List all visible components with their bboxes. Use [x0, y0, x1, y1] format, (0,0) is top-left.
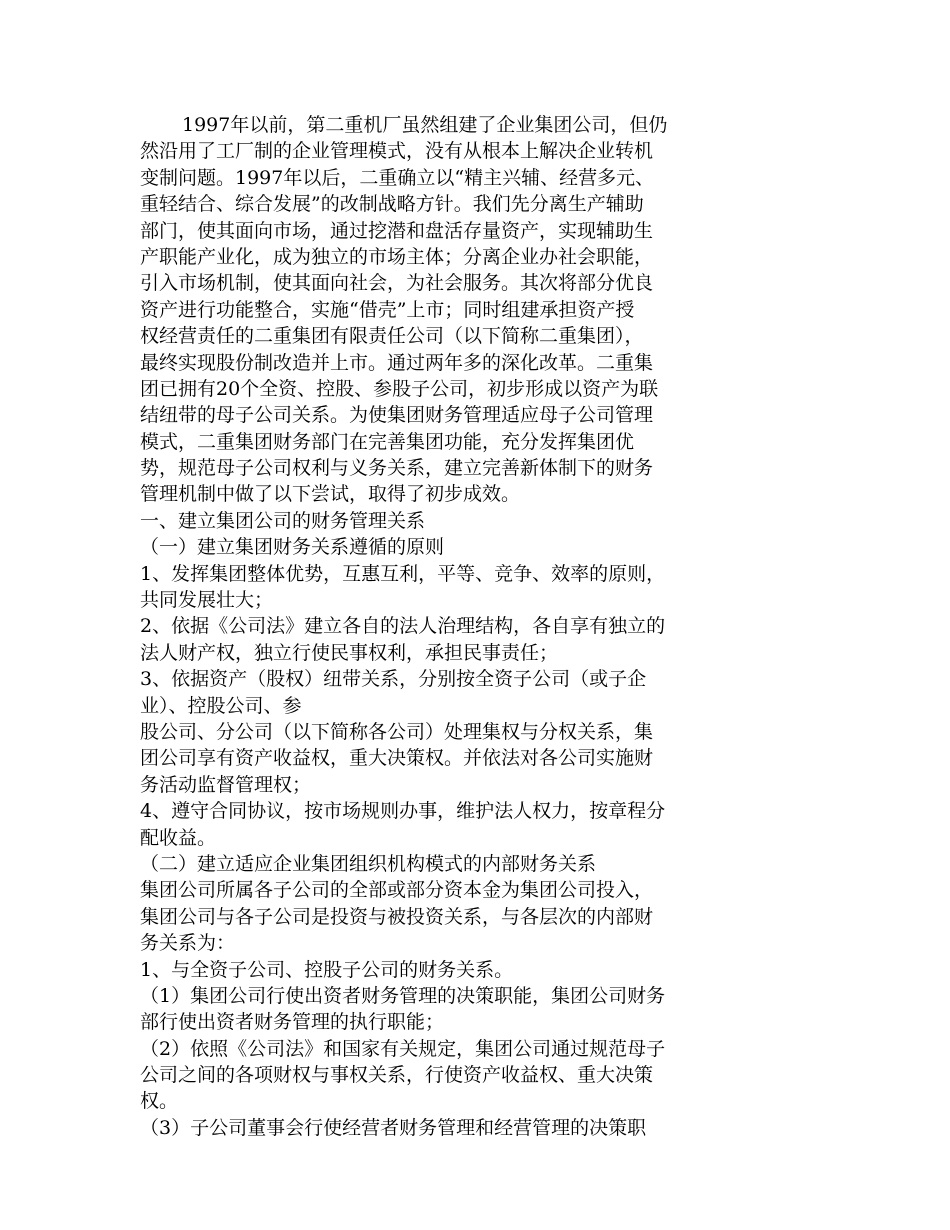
- paragraph-line: 权经营责任的二重集团有限责任公司（以下简称二重集团），: [140, 325, 644, 348]
- paragraph-line: 模式，二重集团财务部门在完善集团功能，充分发挥集团优: [140, 430, 635, 453]
- list-item-line: 1、与全资子公司、控股子公司的财务关系。: [140, 958, 514, 981]
- subsection-heading: （一）建立集团财务关系遵循的原则: [140, 536, 445, 559]
- paragraph-line: 1997年以前，第二重机厂虽然组建了企业集团公司，但仍: [182, 114, 668, 136]
- list-item-line: 共同发展壮大；: [140, 589, 274, 612]
- list-item-line: 务活动监督管理权；: [140, 773, 312, 796]
- paragraph-line: 务关系为：: [140, 932, 236, 955]
- paragraph-line: 产职能产业化，成为独立的市场主体；分离企业办社会职能，: [140, 245, 654, 268]
- list-item-line: 部行使出资者财务管理的执行职能；: [140, 1011, 445, 1034]
- paragraph-line: 结纽带的母子公司关系。为使集团财务管理适应母子公司管理: [140, 404, 654, 427]
- paragraph-line: 管理机制中做了以下尝试，取得了初步成效。: [140, 483, 521, 506]
- list-item-line: 公司之间的各项财权与事权关系，行使资产收益权、重大决策: [140, 1064, 654, 1087]
- list-item-line: （2）依照《公司法》和国家有关规定，集团公司通过规范母子: [140, 1037, 666, 1060]
- paragraph-line: 集团公司与各子公司是投资与被投资关系，与各层次的内部财: [140, 905, 654, 928]
- document-body: [140, 112, 750, 1141]
- paragraph-line: 部门，使其面向市场，通过挖潜和盘活存量资产，实现辅助生: [140, 219, 654, 242]
- paragraph-line: 资产进行功能整合，实施“借壳”上市；同时组建承担资产授: [140, 298, 635, 321]
- list-item-line: 团公司享有资产收益权，重大决策权。并依法对各公司实施财: [140, 747, 654, 770]
- list-item-line: 权。: [140, 1090, 179, 1113]
- paragraph-line: 引入市场机制，使其面向社会，为社会服务。其次将部分优良: [140, 272, 654, 295]
- list-item-line: 1、发挥集团整体优势，互惠互利，平等、竞争、效率的原则，: [140, 562, 666, 585]
- list-item-line: 股公司、分公司（以下简称各公司）处理集权与分权关系，集: [140, 720, 654, 743]
- list-item-line: （1）集团公司行使出资者财务管理的决策职能，集团公司财务: [140, 984, 666, 1007]
- paragraph-line: 重轻结合、综合发展”的改制战略方针。我们先分离生产辅助: [140, 193, 644, 216]
- list-item-line: （3）子公司董事会行使经营者财务管理和经营管理的决策职: [140, 1116, 647, 1139]
- subsection-heading: （二）建立适应企业集团组织机构模式的内部财务关系: [140, 852, 597, 875]
- paragraph-line: 然沿用了工厂制的企业管理模式，没有从根本上解决企业转机: [140, 140, 654, 163]
- section-heading: 一、建立集团公司的财务管理关系: [140, 509, 426, 532]
- paragraph-line: 最终实现股份制改造并上市。通过两年多的深化改革。二重集: [140, 351, 654, 374]
- list-item-line: 4、遵守合同协议，按市场规则办事，维护法人权力，按章程分: [140, 800, 666, 823]
- paragraph-line: 势，规范母子公司权利与义务关系，建立完善新体制下的财务: [140, 457, 654, 480]
- list-item-line: 业）、控股公司、参: [140, 694, 302, 717]
- list-item-line: 法人财产权，独立行使民事权利，承担民事责任；: [140, 641, 559, 664]
- paragraph-line: 集团公司所属各子公司的全部或部分资本金为集团公司投入，: [140, 879, 654, 902]
- paragraph-line: 变制问题。1997年以后，二重确立以“精主兴辅、经营多元、: [140, 166, 655, 189]
- list-item-line: 配收益。: [140, 826, 217, 849]
- paragraph-line: 团已拥有20个全资、控股、参股子公司，初步形成以资产为联: [140, 377, 659, 400]
- list-item-line: 3、依据资产（股权）纽带关系，分别按全资子公司（或子企: [140, 668, 647, 691]
- list-item-line: 2、依据《公司法》建立各自的法人治理结构，各自享有独立的: [140, 615, 666, 638]
